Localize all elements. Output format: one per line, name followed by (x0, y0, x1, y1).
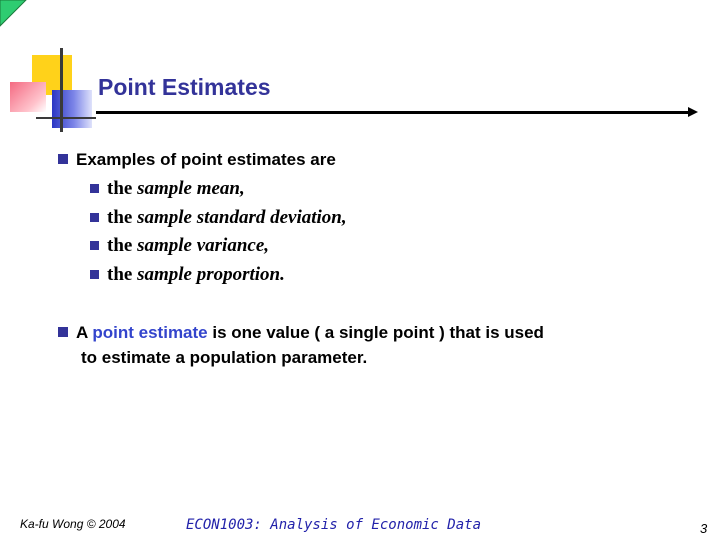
sub-prefix: the (107, 178, 133, 199)
logo-square-pink (10, 82, 46, 112)
bullet-intro (58, 150, 336, 170)
definition-after: is one value ( a single point ) that is used (212, 323, 544, 342)
sub-term: sample proportion. (137, 264, 285, 285)
sub-prefix: the (107, 207, 133, 228)
page-number: 3 (700, 521, 708, 536)
sub-bullet-stddev (90, 207, 347, 229)
bullet-definition (58, 323, 544, 343)
sub-bullet-variance (90, 235, 269, 257)
sub-bullet-mean (90, 178, 245, 200)
definition-line2: to estimate a population parameter. (81, 348, 368, 367)
square-bullet-icon (58, 327, 68, 337)
logo-square-blue (52, 90, 92, 128)
square-bullet-icon (90, 241, 99, 250)
square-bullet-icon (58, 154, 68, 164)
intro-text: Examples of point estimates are (76, 150, 336, 169)
corner-triangle-icon (0, 0, 30, 30)
logo-vertical-line (60, 48, 63, 132)
sub-bullet-proportion (90, 264, 285, 286)
definition-highlight: point estimate (92, 323, 208, 342)
definition-before: A (76, 323, 88, 342)
logo-horizontal-line (36, 117, 96, 119)
title-rule-arrow-icon (688, 107, 698, 117)
sub-term: sample standard deviation, (137, 207, 347, 228)
square-bullet-icon (90, 213, 99, 222)
sub-prefix: the (107, 235, 133, 256)
sub-term: sample variance, (137, 235, 270, 256)
sub-prefix: the (107, 264, 133, 285)
square-bullet-icon (90, 184, 99, 193)
square-bullet-icon (90, 270, 99, 279)
slide-title: Point Estimates (98, 74, 271, 100)
sub-term: sample mean, (137, 178, 245, 199)
title-rule (96, 111, 690, 114)
footer-course: ECON1003: Analysis of Economic Data (186, 517, 482, 533)
footer-author: Ka-fu Wong © 2004 (20, 517, 126, 531)
